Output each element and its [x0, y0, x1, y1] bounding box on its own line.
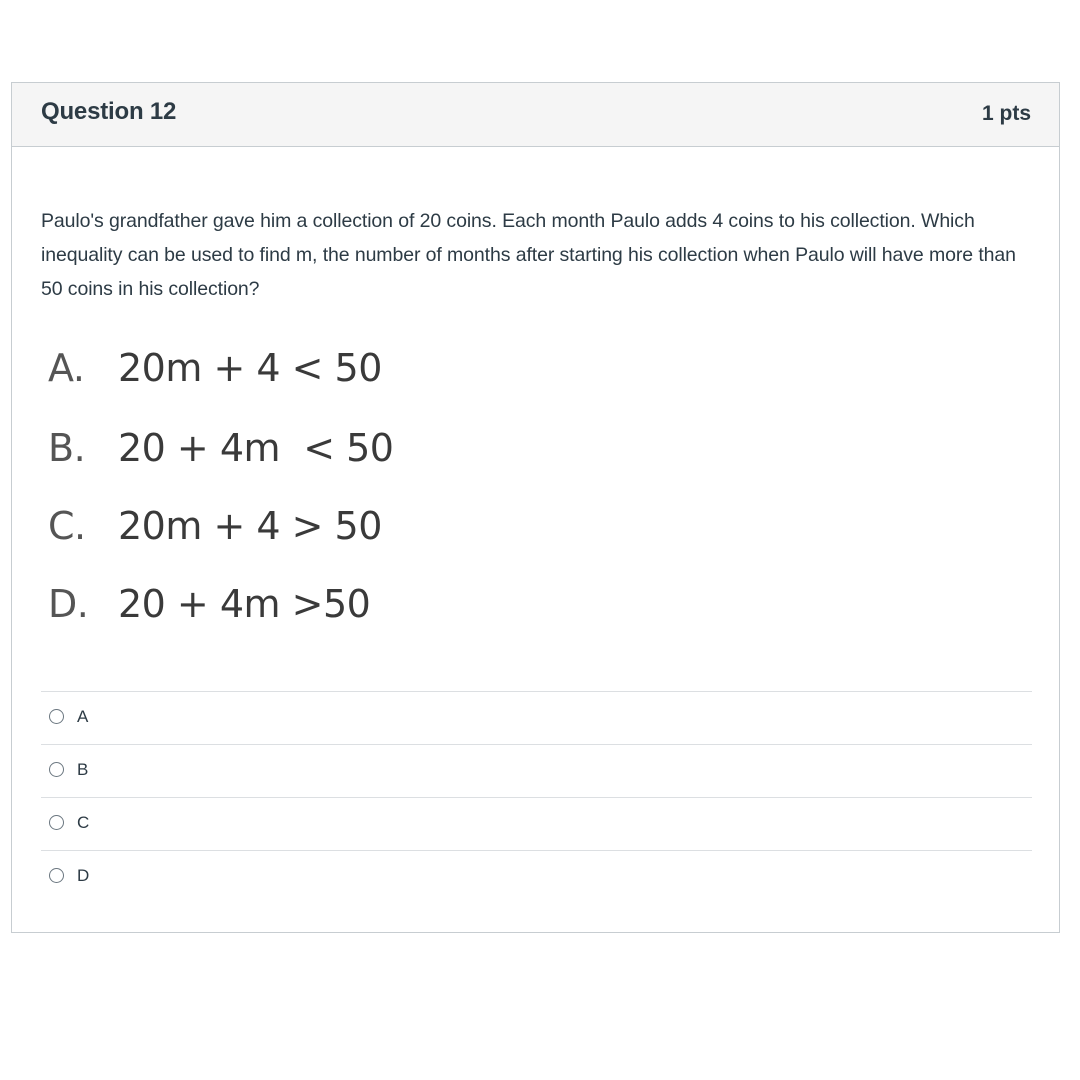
answer-option-a[interactable]: [41, 691, 1032, 744]
radio-button[interactable]: [49, 868, 64, 883]
choice-letter: C.: [48, 504, 86, 548]
answer-label[interactable]: A: [77, 707, 89, 726]
choice-letter: B.: [48, 426, 86, 470]
answer-list: [41, 691, 1032, 903]
question-points: 1 pts: [981, 102, 1031, 125]
choice-letter: A.: [48, 346, 85, 390]
choice-expression: 20 + 4m >50: [118, 582, 371, 626]
question-title: Question 12: [41, 98, 177, 125]
choice-letter: D.: [48, 582, 89, 626]
answer-label[interactable]: B: [77, 760, 89, 779]
radio-button[interactable]: [49, 709, 64, 724]
choice-line-d: [48, 582, 370, 626]
choice-line-b: [48, 426, 393, 470]
answer-option-d[interactable]: [41, 850, 1032, 903]
radio-button[interactable]: [49, 762, 64, 777]
choice-expression: 20m + 4 < 50: [118, 346, 382, 390]
question-header: [12, 83, 1059, 147]
answer-option-b[interactable]: [41, 744, 1032, 797]
radio-button[interactable]: [49, 815, 64, 830]
choice-expression: 20 + 4m < 50: [118, 426, 394, 470]
choice-line-a: [48, 346, 382, 390]
question-card: [11, 82, 1060, 933]
choice-line-c: [48, 504, 382, 548]
answer-label[interactable]: D: [77, 866, 90, 885]
question-text: Paulo's grandfather gave him a collection of 20 coins. Each month Paulo adds 4 coins to his collection. Which inequality can be used to find m, the number of months after starting his collection when Paulo will have more than 50 coins in his collection?: [41, 210, 1016, 300]
choice-expression: 20m + 4 > 50: [118, 504, 382, 548]
answer-label[interactable]: C: [77, 813, 90, 832]
answer-option-c[interactable]: [41, 797, 1032, 850]
